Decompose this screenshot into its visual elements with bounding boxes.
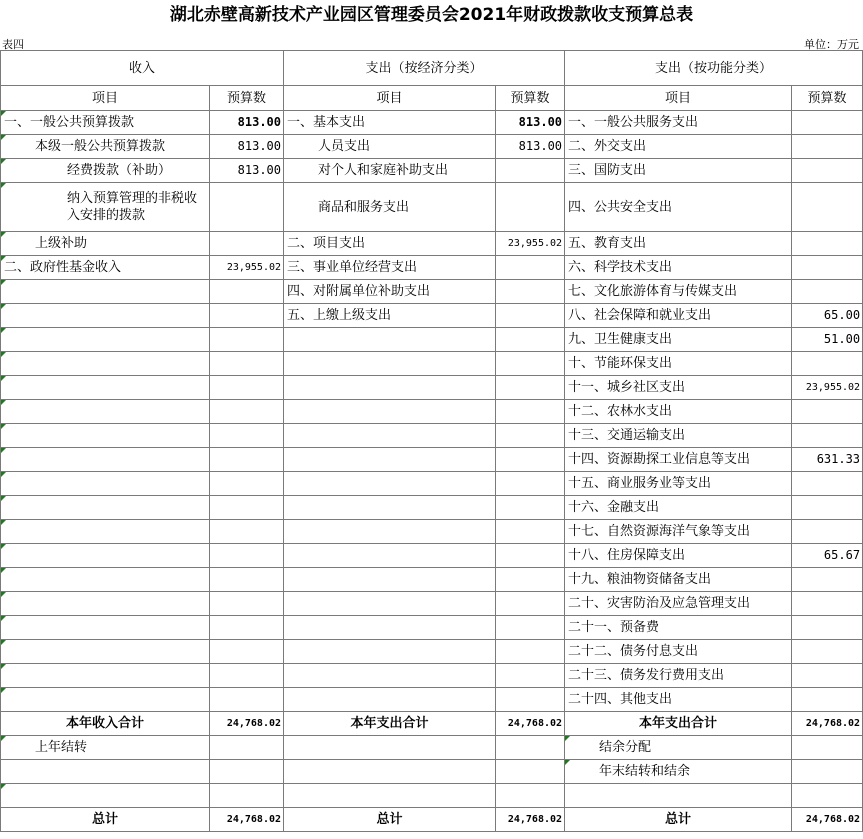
- table-row: [1, 280, 863, 304]
- econ-value: [496, 664, 565, 688]
- econ-item: [284, 496, 496, 520]
- econ-group-header: 支出（按经济分类）: [284, 51, 565, 86]
- income-value: [210, 280, 284, 304]
- func-value: [792, 496, 863, 520]
- table-row: [1, 688, 863, 712]
- income-value: [210, 376, 284, 400]
- econ-item: [284, 472, 496, 496]
- func-value: [792, 472, 863, 496]
- func-value: [792, 616, 863, 640]
- income-value: 813.00: [210, 111, 284, 135]
- func-item: 十一、城乡社区支出: [565, 376, 792, 400]
- func-value: [792, 640, 863, 664]
- grand-total-label: 总计: [284, 808, 496, 832]
- table-row: [1, 448, 863, 472]
- subtotal-row: [1, 712, 863, 736]
- econ-item: [284, 616, 496, 640]
- econ-item: [284, 664, 496, 688]
- func-item: 十七、自然资源海洋气象等支出: [565, 520, 792, 544]
- grand-total-value: 24,768.02: [792, 808, 863, 832]
- func-item: 四、公共安全支出: [565, 183, 792, 232]
- func-value: [792, 352, 863, 376]
- econ-value: [496, 183, 565, 232]
- econ-value: [496, 448, 565, 472]
- income-value: [210, 400, 284, 424]
- grand-total-value: 24,768.02: [210, 808, 284, 832]
- table-row: [1, 472, 863, 496]
- unit-label: 单位：万元: [804, 38, 859, 51]
- func-item: 十六、金融支出: [565, 496, 792, 520]
- table-row: [1, 376, 863, 400]
- econ-value: [496, 520, 565, 544]
- grand-total-label: 总计: [1, 808, 210, 832]
- func-value: [792, 183, 863, 232]
- income-item: [1, 496, 210, 520]
- econ-item: 四、对附属单位补助支出: [284, 280, 496, 304]
- income-value: [210, 472, 284, 496]
- budget-header: 预算数: [792, 86, 863, 111]
- income-item: [1, 640, 210, 664]
- econ-value: [496, 256, 565, 280]
- income-value: 23,955.02: [210, 256, 284, 280]
- income-item: [1, 544, 210, 568]
- func-item: 十八、住房保障支出: [565, 544, 792, 568]
- income-total-value: 24,768.02: [210, 712, 284, 736]
- table-row: [1, 400, 863, 424]
- income-value: [210, 328, 284, 352]
- budget-table: [0, 50, 863, 832]
- func-value: [792, 159, 863, 183]
- table-row: [1, 616, 863, 640]
- econ-value: [496, 544, 565, 568]
- item-header: 项目: [565, 86, 792, 111]
- table-row: [1, 664, 863, 688]
- income-item: [1, 592, 210, 616]
- income-item: [1, 280, 210, 304]
- prev-year-carry: 上年结转: [1, 736, 210, 760]
- func-item: 六、科学技术支出: [565, 256, 792, 280]
- econ-value: [496, 328, 565, 352]
- year-end-carry: 年末结转和结余: [565, 760, 792, 784]
- func-value: [792, 280, 863, 304]
- budget-header: 预算数: [210, 86, 284, 111]
- func-item: 十九、粮油物资储备支出: [565, 568, 792, 592]
- func-total-value: 24,768.02: [792, 712, 863, 736]
- income-item: [1, 664, 210, 688]
- grand-total-row: [1, 808, 863, 832]
- income-value: [210, 688, 284, 712]
- econ-item: 一、基本支出: [284, 111, 496, 135]
- econ-item: 对个人和家庭补助支出: [284, 159, 496, 183]
- func-value: [792, 232, 863, 256]
- income-value: [210, 352, 284, 376]
- income-item: [1, 520, 210, 544]
- func-item: 八、社会保障和就业支出: [565, 304, 792, 328]
- econ-value: [496, 688, 565, 712]
- func-item: 三、国防支出: [565, 159, 792, 183]
- econ-value: [496, 496, 565, 520]
- econ-item: [284, 376, 496, 400]
- table-row: [1, 232, 863, 256]
- income-item: 纳入预算管理的非税收入安排的拨款: [1, 183, 210, 232]
- table-row: [1, 568, 863, 592]
- income-item: [1, 424, 210, 448]
- exp-total-value: 24,768.02: [496, 712, 565, 736]
- econ-item: 三、事业单位经营支出: [284, 256, 496, 280]
- page-title: 湖北赤壁高新技术产业园区管理委员会2021年财政拨款收支预算总表: [169, 5, 694, 25]
- func-item: 十三、交通运输支出: [565, 424, 792, 448]
- econ-value: [496, 616, 565, 640]
- column-header-row: [1, 86, 863, 111]
- table-row: [1, 304, 863, 328]
- func-item: 二十四、其他支出: [565, 688, 792, 712]
- func-value: [792, 256, 863, 280]
- econ-value: [496, 280, 565, 304]
- table-row: [1, 135, 863, 159]
- item-header: 项目: [284, 86, 496, 111]
- table-row: [1, 544, 863, 568]
- func-value: [792, 111, 863, 135]
- table-tag: 表四: [2, 38, 24, 51]
- econ-item: [284, 400, 496, 424]
- econ-item: [284, 520, 496, 544]
- econ-value: [496, 640, 565, 664]
- income-value: [210, 232, 284, 256]
- income-value: [210, 448, 284, 472]
- econ-item: [284, 544, 496, 568]
- income-value: [210, 424, 284, 448]
- table-row: [1, 352, 863, 376]
- func-value: [792, 400, 863, 424]
- func-value: [792, 520, 863, 544]
- econ-value: 813.00: [496, 135, 565, 159]
- income-item: [1, 328, 210, 352]
- econ-item: [284, 424, 496, 448]
- func-value: 23,955.02: [792, 376, 863, 400]
- func-value: 631.33: [792, 448, 863, 472]
- func-value: 51.00: [792, 328, 863, 352]
- econ-value: [496, 376, 565, 400]
- func-value: [792, 688, 863, 712]
- func-value: [792, 664, 863, 688]
- func-item: 二十二、债务付息支出: [565, 640, 792, 664]
- func-item: 十二、农林水支出: [565, 400, 792, 424]
- grand-total-value: 24,768.02: [496, 808, 565, 832]
- income-item: 本级一般公共预算拨款: [1, 135, 210, 159]
- econ-value: [496, 400, 565, 424]
- table-row: [1, 256, 863, 280]
- income-item: [1, 352, 210, 376]
- func-item: 九、卫生健康支出: [565, 328, 792, 352]
- income-item: [1, 616, 210, 640]
- econ-value: [496, 352, 565, 376]
- func-total-label: 本年支出合计: [565, 712, 792, 736]
- income-value: [210, 183, 284, 232]
- income-total-label: 本年收入合计: [1, 712, 210, 736]
- income-value: [210, 544, 284, 568]
- econ-item: 人员支出: [284, 135, 496, 159]
- func-item: 十四、资源勘探工业信息等支出: [565, 448, 792, 472]
- table-row: [1, 640, 863, 664]
- income-item: [1, 304, 210, 328]
- income-item: 上级补助: [1, 232, 210, 256]
- group-header-row: [1, 51, 863, 86]
- table-row: [1, 496, 863, 520]
- exp-total-label: 本年支出合计: [284, 712, 496, 736]
- carry-row: [1, 736, 863, 760]
- income-value: [210, 304, 284, 328]
- income-item: [1, 472, 210, 496]
- budget-header: 预算数: [496, 86, 565, 111]
- func-value: 65.67: [792, 544, 863, 568]
- econ-item: [284, 328, 496, 352]
- income-item: [1, 376, 210, 400]
- income-item: [1, 688, 210, 712]
- econ-item: [284, 592, 496, 616]
- func-item: 二十、灾害防治及应急管理支出: [565, 592, 792, 616]
- func-item: 十五、商业服务业等支出: [565, 472, 792, 496]
- econ-value: 23,955.02: [496, 232, 565, 256]
- income-item: 二、政府性基金收入: [1, 256, 210, 280]
- func-group-header: 支出（按功能分类）: [565, 51, 863, 86]
- table-row: [1, 592, 863, 616]
- func-item: 一、一般公共服务支出: [565, 111, 792, 135]
- econ-item: [284, 640, 496, 664]
- income-value: [210, 496, 284, 520]
- grand-total-label: 总计: [565, 808, 792, 832]
- table-row: [1, 183, 863, 232]
- income-item: [1, 568, 210, 592]
- func-item: 十、节能环保支出: [565, 352, 792, 376]
- func-item: 二十三、债务发行费用支出: [565, 664, 792, 688]
- func-value: [792, 135, 863, 159]
- income-item: [1, 448, 210, 472]
- table-row: [1, 424, 863, 448]
- econ-item: [284, 352, 496, 376]
- income-item: 一、一般公共预算拨款: [1, 111, 210, 135]
- econ-item: [284, 568, 496, 592]
- item-header: 项目: [1, 86, 210, 111]
- income-value: 813.00: [210, 159, 284, 183]
- func-value: [792, 424, 863, 448]
- func-item: 二、外交支出: [565, 135, 792, 159]
- func-item: 二十一、预备费: [565, 616, 792, 640]
- income-group-header: 收入: [1, 51, 284, 86]
- econ-value: [496, 592, 565, 616]
- income-value: [210, 592, 284, 616]
- carry-row: [1, 760, 863, 784]
- income-item: [1, 400, 210, 424]
- table-row: [1, 520, 863, 544]
- func-value: [792, 568, 863, 592]
- econ-value: [496, 472, 565, 496]
- econ-item: 二、项目支出: [284, 232, 496, 256]
- income-item: 经费拨款（补助）: [1, 159, 210, 183]
- surplus-allocation: 结余分配: [565, 736, 792, 760]
- func-item: 五、教育支出: [565, 232, 792, 256]
- econ-item: 五、上缴上级支出: [284, 304, 496, 328]
- table-row: [1, 111, 863, 135]
- income-value: [210, 520, 284, 544]
- econ-value: [496, 159, 565, 183]
- income-value: 813.00: [210, 135, 284, 159]
- table-row: [1, 159, 863, 183]
- econ-value: [496, 568, 565, 592]
- econ-item: [284, 448, 496, 472]
- func-value: 65.00: [792, 304, 863, 328]
- func-item: 七、文化旅游体育与传媒支出: [565, 280, 792, 304]
- blank-row: [1, 784, 863, 808]
- econ-item: [284, 688, 496, 712]
- table-row: [1, 328, 863, 352]
- econ-value: 813.00: [496, 111, 565, 135]
- income-value: [210, 640, 284, 664]
- econ-item: 商品和服务支出: [284, 183, 496, 232]
- econ-value: [496, 424, 565, 448]
- econ-value: [496, 304, 565, 328]
- income-value: [210, 568, 284, 592]
- income-value: [210, 616, 284, 640]
- func-value: [792, 592, 863, 616]
- income-value: [210, 664, 284, 688]
